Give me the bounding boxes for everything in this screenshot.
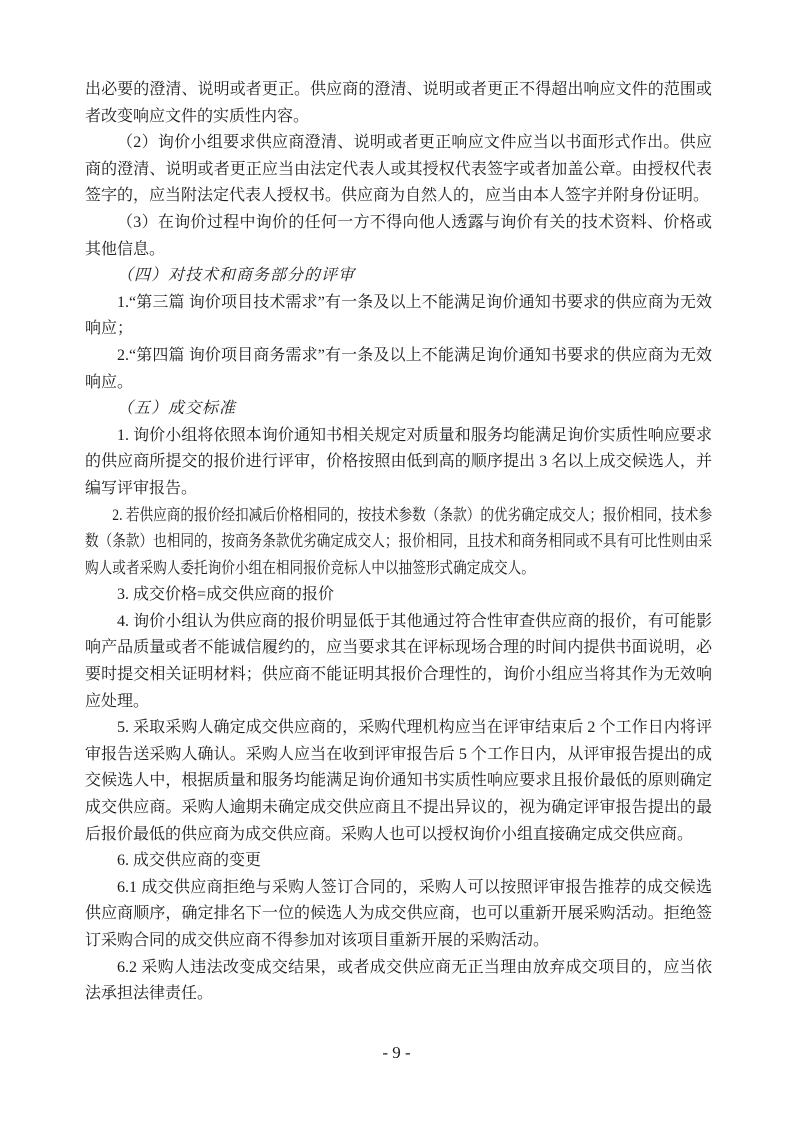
paragraph-continuation: 出必要的澄清、说明或者更正。供应商的澄清、说明或者更正不得超出响应文件的范围或者改变响应文件的实质性内容。 [85,81,712,125]
paragraph-tech-requirement: 1.“第三篇 询价项目技术需求”有一条及以上不能满足询价通知书要求的供应商为无效响应； [85,293,712,338]
document-text-body [85,77,712,1008]
paragraph-award-item-2: 2. 若供应商的报价经扣减后价格相同的，按技术参数（条款）的优劣确定成交人；报价相同，技术参数（条款）也相同的，按商务条款优劣确定成交人；报价相同，且技术和商务相同或不具有可比性则由采购人或者采购人委托询价小组在相同报价竞标人中以抽签形式确定成交人。 [85,506,713,577]
paragraph-clarification-3: （3）在询价过程中询价的任何一方不得向他人透露与询价有关的技术资料、价格或其他信息。 [85,213,712,258]
section-heading-four: （四）对技术和商务部分的评审 [117,267,356,285]
section-heading-five: （五）成交标准 [117,400,237,418]
page-number: - 9 - [382,1043,411,1062]
paragraph-award-item-6: 6. 成交供应商的变更 [117,852,262,870]
paragraph-award-item-5: 5. 采取采购人确定成交供应商的，采购代理机构应当在评审结束后 2 个工作日内将评审报告送采购人确认。采购人应当在收到评审报告后 5 个工作日内，从评审报告提出的成交候选人中，根据质量和服务均能满足询价通知书实质性响应要求且报价最低的原则确定成交供应商。采购人逾期未确定成交供应商且不提出异议的，视为确定评审报告提出的最后报价最低的供应商为成交供应商。采购人也可以授权询价小组直接确定成交供应商。 [85,719,712,843]
paragraph-award-item-6-2: 6.2 采购人违法改变成交结果，或者成交供应商无正当理由放弃成交项目的，应当依法承担法律责任。 [85,958,712,1003]
paragraph-award-item-6-1: 6.1 成交供应商拒绝与采购人签订合同的，采购人可以按照评审报告推荐的成交候选供应商顺序，确定排名下一位的候选人为成交供应商，也可以重新开展采购活动。拒绝签订采购合同的成交供应商不得参加对该项目重新开展的采购活动。 [85,878,712,949]
paragraph-clarification-2: （2）询价小组要求供应商澄清、说明或者更正响应文件应当以书面形式作出。供应商的澄清、说明或者更正应当由法定代表人或其授权代表签字或者加盖公章。由授权代表签字的，应当附法定代表人授权书。供应商为自然人的，应当由本人签字并附身份证明。 [85,134,712,205]
paragraph-award-item-3: 3. 成交价格=成交供应商的报价 [117,586,335,604]
paragraph-award-item-1: 1. 询价小组将依照本询价通知书相关规定对质量和服务均能满足询价实质性响应要求的供应商所提交的报价进行评审，价格按照由低到高的顺序提出 3 名以上成交候选人，并编写评审报告。 [85,426,712,497]
paragraph-biz-requirement: 2.“第四篇 询价项目商务需求”有一条及以上不能满足询价通知书要求的供应商为无效响应。 [85,346,712,391]
paragraph-award-item-4: 4. 询价小组认为供应商的报价明显低于其他通过符合性审查供应商的报价，有可能影响产品质量或者不能诚信履约的，应当要求其在评标现场合理的时间内提供书面说明，必要时提交相关证明材料；供应商不能证明其报价合理性的，询价小组应当将其作为无效响应处理。 [85,612,712,710]
